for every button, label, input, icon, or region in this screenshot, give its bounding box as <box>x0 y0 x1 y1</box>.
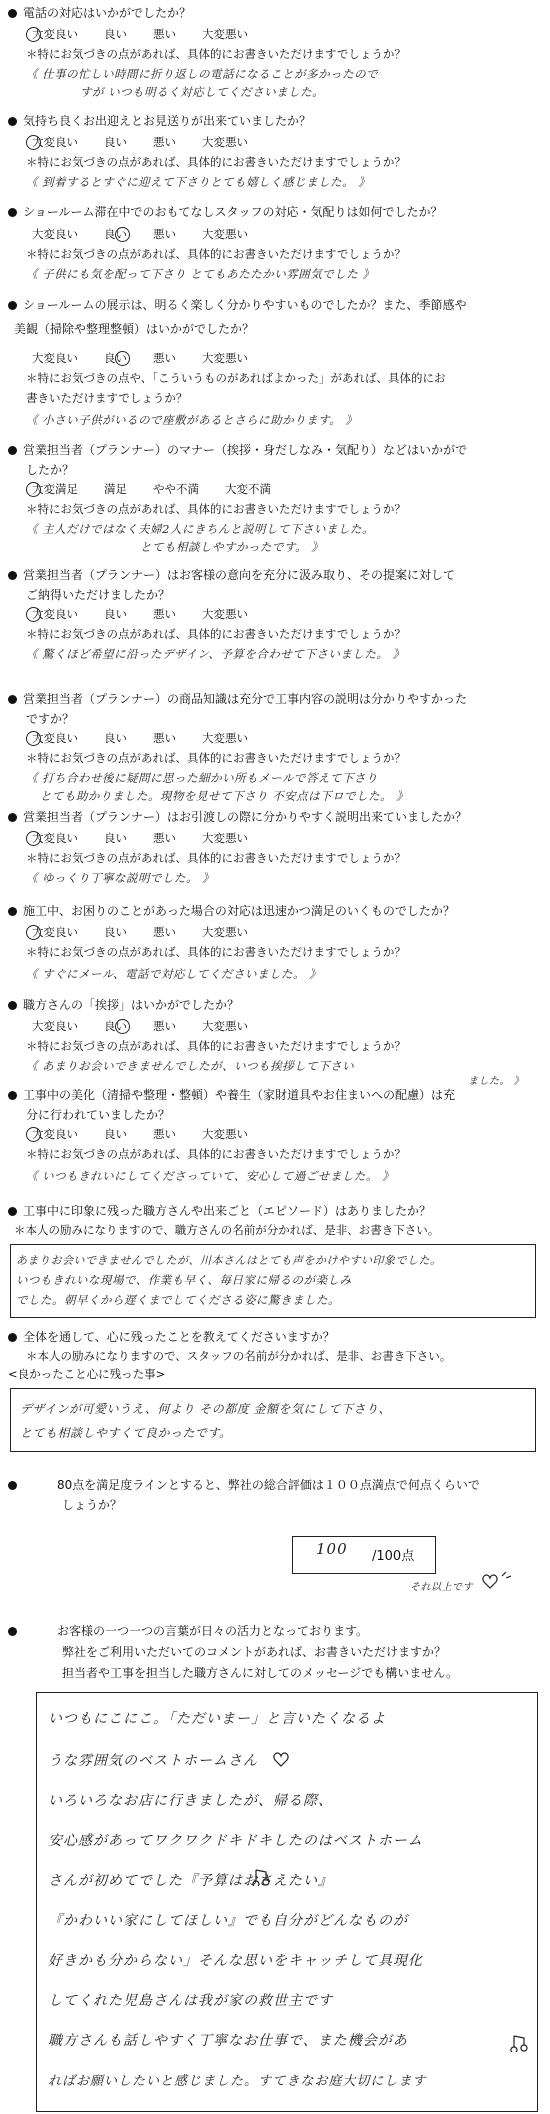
q1-selected-mark <box>26 27 41 42</box>
q15-title-3: 担当者や工事を担当した職方さんに対してのメッセージでも構いません。 <box>62 1666 459 1680</box>
q8-answer-1: 《 ゆっくり丁寧な説明でした。 》 <box>26 871 215 885</box>
bullet-icon <box>8 117 17 126</box>
q15-answer-1: いつもにこにこ。「ただいまー」と言いたくなるよ <box>48 1711 386 1727</box>
q13-answer-1: デザインが可愛いうえ、何より その都度 金額を気にして下さり、 <box>20 1402 392 1416</box>
q7-option-4[interactable]: 大変悪い <box>202 731 248 745</box>
bullet-icon <box>8 571 17 580</box>
q5-answer-2: とても相談しやすかったです。 》 <box>140 540 324 554</box>
q15-answer-10: ればお願いしたいと感じました。すてきなお庭大切にします <box>48 2074 427 2089</box>
q3-note: ＊特にお気づきの点があれば、具体的にお書きいただけますでしょうか？ <box>26 247 406 261</box>
q10-title-row <box>8 996 239 1014</box>
q2-answer-1: 《 到着するとすぐに迎えて下さりとても嬉しく感じました。 》 <box>26 175 371 189</box>
q11-title-row <box>8 1086 455 1104</box>
q4-title-1: ショールームの展示は、明るく楽しく分かりやすいものでしたか？また、季節感や <box>23 298 467 312</box>
q15-answer-8: してくれた児島さんは我が家の救世主です <box>48 1993 333 2009</box>
q3-option-4[interactable]: 大変悪い <box>202 227 248 241</box>
q14-title-row <box>8 1476 480 1494</box>
q9-option-1[interactable]: 大変良い <box>32 925 78 939</box>
q4-note-1: ＊特にお気づきの点や、「こういうものがあればよかった」があれば、具体的にお <box>26 371 446 385</box>
q6-note: ＊特にお気づきの点があれば、具体的にお書きいただけますでしょうか？ <box>26 627 406 641</box>
q12-note: ＊本人の励みになりますので、職方さんの名前が分かれば、是非、お書き下さい。 <box>14 1223 440 1237</box>
q5-title-row <box>8 441 467 459</box>
q5-selected-mark <box>26 482 41 497</box>
bullet-icon <box>8 907 17 916</box>
bullet-icon <box>8 695 17 704</box>
q1-title-row <box>8 4 191 22</box>
q12-answer-1: あまりお会いできませんでしたが、川本さんはとても声をかけやすい印象でした。 <box>16 1254 442 1267</box>
bullet-icon <box>8 208 17 217</box>
q9-options <box>32 924 274 940</box>
q9-title-row <box>8 902 455 920</box>
q2-option-3[interactable]: 悪い <box>153 135 176 149</box>
q14-score-box <box>292 1536 436 1574</box>
q2-selected-mark <box>26 135 41 150</box>
q6-selected-mark <box>26 607 41 622</box>
q10-answer-1: 《 あまりお会いできませんでしたが、いつも挨拶して下さい <box>26 1059 355 1073</box>
q14-score: 100 <box>316 1540 348 1558</box>
q13-answer-2: とても相談しやすくて良かったです。 <box>20 1426 232 1440</box>
q1-option-4[interactable]: 大変悪い <box>202 27 248 41</box>
q2-title-row <box>8 112 311 130</box>
q1-note: ＊特にお気づきの点があれば、具体的にお書きいただけますでしょうか？ <box>26 47 406 61</box>
q14-title-2: しょうか？ <box>62 1498 123 1512</box>
q8-option-4[interactable]: 大変悪い <box>202 831 248 845</box>
q11-answer-1: 《 いつもきれいにしてくださっていて、安心して過ごせました。 》 <box>26 1169 395 1183</box>
q15-title-row <box>8 1622 368 1640</box>
bullet-icon <box>8 1627 17 1636</box>
heart-doodle-icon <box>270 1748 300 1770</box>
q4-option-2[interactable]: 良い <box>104 351 127 365</box>
q1-answer-2: すが いつも明るく対応してくださいました。 <box>80 85 325 99</box>
q15-answer-9: 職方さんも話しやすく丁寧なお仕事で、また機会があ <box>48 2033 408 2049</box>
q8-title-row <box>8 808 467 826</box>
q2-title: 気持ち良くお出迎えとお見送りが出来ていましたか？ <box>23 114 312 128</box>
q6-title-row <box>8 566 455 584</box>
q7-option-3[interactable]: 悪い <box>153 731 176 745</box>
q2-option-4[interactable]: 大変悪い <box>202 135 248 149</box>
q9-note: ＊特にお気づきの点があれば、具体的にお書きいただけますでしょうか？ <box>26 945 406 959</box>
q3-title-row <box>8 203 443 221</box>
bullet-icon <box>8 1001 17 1010</box>
q8-option-2[interactable]: 良い <box>104 831 127 845</box>
q1-options <box>32 26 274 42</box>
q10-answer-2: ました。 》 <box>468 1076 525 1087</box>
q15-answer-2: うな雰囲気のベストホームさん <box>48 1753 258 1769</box>
q6-option-3[interactable]: 悪い <box>153 607 176 621</box>
q3-selected-mark <box>115 227 130 242</box>
q1-option-3[interactable]: 悪い <box>153 27 176 41</box>
q11-title-2: 分に行われていましたか？ <box>26 1108 171 1122</box>
q9-option-4[interactable]: 大変悪い <box>202 925 248 939</box>
q4-selected-mark <box>115 351 130 366</box>
heart-doodle-icon <box>478 1568 514 1592</box>
q6-title-1: 営業担当者（プランナー）はお客様の意向を充分に汲み取り、その提案に対して <box>23 568 456 582</box>
q4-option-1[interactable]: 大変良い <box>32 351 78 365</box>
q2-option-1[interactable]: 大変良い <box>32 135 78 149</box>
bullet-icon <box>8 301 17 310</box>
q9-answer-1: 《 すぐにメール、電話で対応してくださいました。 》 <box>26 967 322 981</box>
q3-title: ショールーム滞在中でのおもてなしスタッフの対応・気配りは如何でしたか？ <box>23 205 443 219</box>
music-note-icon <box>508 2034 530 2052</box>
q7-answer-2: とても助かりました。現物を見せて下さり 不安点は下ロでした。 》 <box>40 789 409 803</box>
q9-title: 施工中、お困りのことがあった場合の対応は迅速かつ満足のいくものでしたか？ <box>23 904 455 918</box>
bullet-icon <box>8 9 17 18</box>
bullet-icon <box>8 813 17 822</box>
q11-option-3[interactable]: 悪い <box>153 1127 176 1141</box>
q12-title-row <box>8 1202 431 1220</box>
q5-option-2[interactable]: 満足 <box>104 482 127 496</box>
q10-option-1[interactable]: 大変良い <box>32 1019 78 1033</box>
q2-option-2[interactable]: 良い <box>104 135 127 149</box>
q14-title-1: 80点を満足度ラインとすると、弊社の総合評価は１００点満点で何点くらいで <box>57 1478 480 1492</box>
q13-title: 全体を通して、心に残ったことを教えてくださいますか？ <box>23 1330 335 1344</box>
q6-options <box>32 606 274 622</box>
q11-option-1[interactable]: 大変良い <box>32 1127 78 1141</box>
q10-option-4[interactable]: 大変悪い <box>202 1019 248 1033</box>
q3-option-3[interactable]: 悪い <box>153 227 176 241</box>
q7-option-1[interactable]: 大変良い <box>32 731 78 745</box>
q1-option-1[interactable]: 大変良い <box>32 27 78 41</box>
q9-option-2[interactable]: 良い <box>104 925 127 939</box>
q4-option-4[interactable]: 大変悪い <box>202 351 248 365</box>
q5-note: ＊特にお気づきの点があれば、具体的にお書きいただけますでしょうか？ <box>26 502 406 516</box>
q8-option-1[interactable]: 大変良い <box>32 831 78 845</box>
q1-answer-1: 《 仕事の忙しい時間に折り返しの電話になることが多かったので <box>26 67 379 81</box>
q2-options <box>32 134 274 150</box>
q15-answer-7: 好きかも分からない」そんな思いをキャッチして具現化 <box>48 1953 423 1969</box>
q8-selected-mark <box>26 831 41 846</box>
q11-title-1: 工事中の美化（清掃や整理・整頓）や養生（家財道具やお住まいへの配慮）は充 <box>23 1088 456 1102</box>
q3-option-2[interactable]: 良い <box>104 227 127 241</box>
q1-title: 電話の対応はいかがでしたか？ <box>23 6 192 20</box>
q11-option-2[interactable]: 良い <box>104 1127 127 1141</box>
q13-answer-box <box>10 1388 536 1452</box>
q15-title-1: お客様の一つ一つの言葉が日々の活力となっております。 <box>57 1624 369 1638</box>
q6-answer-1: 《 驚くほど希望に沿ったデザイン、予算を合わせて下さいました。 》 <box>26 647 405 661</box>
q5-answer-1: 《 主人だけではなく夫婦2人にきちんと説明して下さいました。 <box>26 522 374 536</box>
q15-answer-6: 『かわいい家にしてほしい』でも自分がどんなものが <box>48 1913 408 1929</box>
bullet-icon <box>8 1333 17 1342</box>
q8-note: ＊特にお気づきの点があれば、具体的にお書きいただけますでしょうか？ <box>26 851 406 865</box>
q7-title-1: 営業担当者（プランナー）の商品知識は充分で工事内容の説明は分かりやすかった <box>23 692 468 706</box>
q5-options <box>32 481 297 497</box>
q15-answer-5: さんが初めてでした『予算はおさえたい』 <box>48 1873 333 1889</box>
bullet-icon <box>8 1207 17 1216</box>
q5-title-2: したか？ <box>26 463 75 477</box>
q7-title-row <box>8 690 467 708</box>
q7-selected-mark <box>26 731 41 746</box>
bullet-icon <box>8 446 17 455</box>
q7-option-2[interactable]: 良い <box>104 731 127 745</box>
q5-option-1[interactable]: 大変満足 <box>32 482 78 496</box>
q11-options <box>32 1126 274 1142</box>
q4-answer-1: 《 小さい子供がいるので座敷があるとさらに助かります。 》 <box>26 413 358 427</box>
q11-selected-mark <box>26 1127 41 1142</box>
q7-note: ＊特にお気づきの点があれば、具体的にお書きいただけますでしょうか？ <box>26 751 406 765</box>
q13-note: ＊本人の励みになりますので、スタッフの名前が分かれば、是非、お書き下さい。 <box>26 1349 452 1363</box>
q6-option-4[interactable]: 大変悪い <box>202 607 248 621</box>
q2-note: ＊特にお気づきの点があれば、具体的にお書きいただけますでしょうか？ <box>26 155 406 169</box>
q10-option-3[interactable]: 悪い <box>153 1019 176 1033</box>
q5-option-3[interactable]: やや不満 <box>153 482 199 496</box>
q15-answer-4: 安心感があってワクワクドキドキしたのはベストホーム <box>48 1833 423 1849</box>
q6-title-2: ご納得いただけましたか？ <box>26 588 171 602</box>
q7-answer-1: 《 打ち合わせ後に疑問に思った細かい所もメールで答えて下さり <box>26 771 378 785</box>
q8-option-3[interactable]: 悪い <box>153 831 176 845</box>
q15-title-2: 弊社をご利用いただいてのコメントがあれば、お書きいただけますか？ <box>62 1645 447 1659</box>
q4-option-3[interactable]: 悪い <box>153 351 176 365</box>
q4-title-2: 美観（掃除や整理整頓）はいかがでしたか？ <box>14 322 255 336</box>
q7-options <box>32 730 274 746</box>
q12-title: 工事中に印象に残った職方さんや出来ごと（エピソード）はありましたか？ <box>23 1204 432 1218</box>
q5-title-1: 営業担当者（プランナー）のマナー（挨拶・身だしなみ・気配り）などはいかがで <box>23 443 468 457</box>
q13-subhead: <良かったこと心に残った事> <box>8 1367 166 1381</box>
music-note-icon <box>250 1868 272 1886</box>
q10-title: 職方さんの「挨拶」はいかがでしたか？ <box>23 998 240 1012</box>
q8-title: 営業担当者（プランナー）はお引渡しの際に分かりやすく説明出来ていましたか？ <box>23 810 468 824</box>
q13-title-row <box>8 1328 335 1346</box>
q8-options <box>32 830 274 846</box>
bullet-icon <box>8 1091 17 1100</box>
q14-score-suffix: /100点 <box>372 1549 415 1564</box>
bullet-icon <box>8 1481 17 1490</box>
q5-option-4[interactable]: 大変不満 <box>225 482 271 496</box>
q11-note: ＊特にお気づきの点があれば、具体的にお書きいただけますでしょうか？ <box>26 1147 406 1161</box>
q9-option-3[interactable]: 悪い <box>153 925 176 939</box>
q3-options <box>32 226 274 242</box>
q10-option-2[interactable]: 良い <box>104 1019 127 1033</box>
q4-options <box>32 350 274 366</box>
q4-title-row <box>8 296 467 314</box>
q3-option-1[interactable]: 大変良い <box>32 227 78 241</box>
q1-option-2[interactable]: 良い <box>104 27 127 41</box>
q15-answer-3: いろいろなお店に行きましたが、帰る際、 <box>48 1793 333 1809</box>
q9-selected-mark <box>26 925 41 940</box>
q6-option-2[interactable]: 良い <box>104 607 127 621</box>
q12-answer-3: でした。朝早くから遅くまでしてくださる姿に驚きました。 <box>16 1293 340 1307</box>
q10-selected-mark <box>115 1019 130 1034</box>
q3-answer-1: 《 子供にも気を配って下さり とてもあたたかい雰囲気でした 》 <box>26 267 375 281</box>
q10-note: ＊特にお気づきの点があれば、具体的にお書きいただけますでしょうか？ <box>26 1039 406 1053</box>
q14-aside: それ以上です <box>410 1582 473 1593</box>
q10-options <box>32 1018 274 1034</box>
q4-note-2: 書きいただけますでしょうか？ <box>26 391 188 405</box>
q12-answer-2: いつもきれいな現場で、作業も早く、毎日家に帰るのが楽しみ <box>16 1273 352 1287</box>
q7-title-2: ですか？ <box>26 712 75 726</box>
q11-option-4[interactable]: 大変悪い <box>202 1127 248 1141</box>
q6-option-1[interactable]: 大変良い <box>32 607 78 621</box>
